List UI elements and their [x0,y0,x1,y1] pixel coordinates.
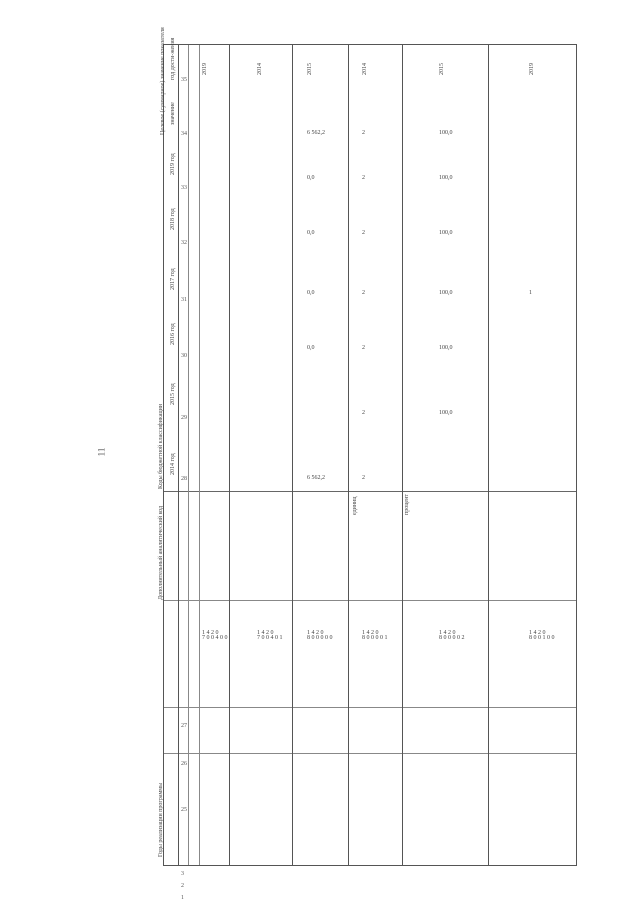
column-number: 27 [181,723,187,729]
year-value: 6 562,2 [307,475,325,481]
row-codes: 8 0 0 0 0 0 [307,635,333,641]
target-value: 100,0 [439,130,453,136]
column-number: 25 [181,807,187,813]
year-value: 100,0 [439,230,453,236]
year-2018: 2018 год [170,208,176,230]
target-value: 2 [362,130,365,136]
year-value: 0,0 [307,345,315,351]
year-2017: 2017 год [170,268,176,290]
table-col-line [348,45,349,865]
header-budget-codes: Коды бюджетной классификации [158,404,164,489]
target-year: 2015 [307,63,313,75]
column-number: 3 [181,871,184,877]
header-additional-codes: Дополнительный аналитический код [158,505,164,600]
column-number: 35 [181,77,187,83]
year-value: 2 [362,175,365,181]
year-value: 100,0 [439,290,453,296]
row-codes: 1 4 2 0 [362,630,379,636]
target-year: 2014 [257,63,263,75]
column-number: 28 [181,476,187,482]
row-codes: 8 0 0 0 0 1 [362,635,388,641]
year-value: 0,0 [307,290,315,296]
row-codes: 8 0 0 0 0 2 [439,635,465,641]
table-col-line [178,45,179,865]
column-number: 29 [181,415,187,421]
year-value: 2 [362,290,365,296]
year-value: 0,0 [307,230,315,236]
column-number: 31 [181,297,187,303]
row-codes: 1 4 2 0 [439,630,456,636]
row-separator [164,600,576,601]
table-col-line [229,45,230,865]
target-value-header: значение [170,102,176,125]
table-col-line [488,45,489,865]
header-program-years: Годы реализации программы [158,782,164,857]
row-codes: 7 0 0 4 0 0 [202,635,228,641]
row-codes: 1 4 2 0 [529,630,546,636]
program-table [158,27,577,901]
row-unit: единиц [352,496,358,515]
column-number: 26 [181,761,187,767]
target-year: 2019 [202,63,208,75]
year-value: 2 [362,475,365,481]
year-2016: 2016 год [170,323,176,345]
row-codes: 7 0 0 4 0 1 [257,635,283,641]
year-value: 1 [529,290,532,296]
target-year: 2015 [439,63,445,75]
column-number: 34 [181,131,187,137]
target-year: 2014 [362,63,368,75]
year-value: 100,0 [439,410,453,416]
row-separator [164,753,576,754]
year-value: 0,0 [307,175,315,181]
year-value: 2 [362,230,365,236]
year-2014: 2014 год [170,453,176,475]
year-value: 2 [362,345,365,351]
year-2019: 2019 год [170,153,176,175]
column-number: 33 [181,185,187,191]
column-number: 30 [181,353,187,359]
row-separator [164,707,576,708]
target-value: 6 562,2 [307,130,325,136]
row-codes: 1 4 2 0 [307,630,324,636]
header-separator [164,491,576,492]
row-codes: 8 0 0 1 0 0 [529,635,555,641]
row-codes: 1 4 2 0 [202,630,219,636]
table-col-line [292,45,293,865]
target-value-group-header: Целевое (суммарное) значение показателя [160,27,166,135]
year-value: 2 [362,410,365,416]
table-col-line [199,45,200,865]
row-unit: процент [404,494,410,515]
target-year: 2019 [529,63,535,75]
year-value: 100,0 [439,345,453,351]
column-number: 2 [181,883,184,889]
target-year-header: год дости-жения [170,37,176,80]
year-2015: 2015 год [170,383,176,405]
column-number: 1 [181,895,184,901]
year-value: 100,0 [439,175,453,181]
row-codes: 1 4 2 0 [257,630,274,636]
column-number: 32 [181,240,187,246]
page-number: 11 [96,447,107,457]
table-col-line [402,45,403,865]
table-col-line [188,45,189,865]
